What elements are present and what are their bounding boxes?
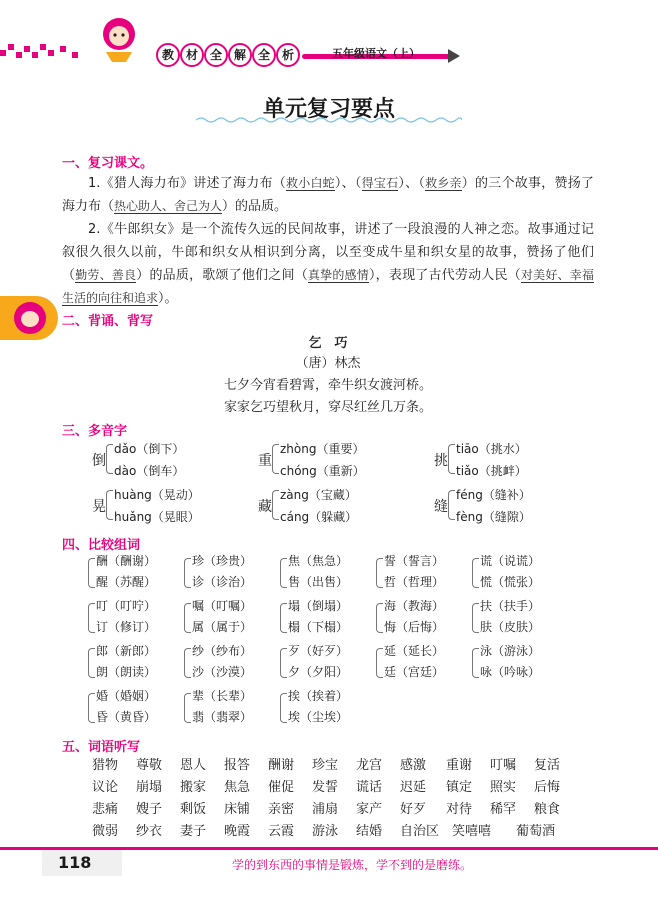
polyphone-grid: [0, 438, 658, 534]
compare-word: 酬（酬谢）: [96, 554, 157, 568]
compare-word: 订（修订）: [96, 620, 157, 634]
paragraph-2: 2.《牛郎织女》是一个流传久远的民间故事，讲述了一段浪漫的人神之恋。故事通过记叙很久很久以前，牛郎和织女从相识到分离，以至变成牛星和织女星的故事，赞扬了他们（勤劳、善良）的品质，歌颂了他们之间（真挚的感情），表现了古代劳动人民（对美好、幸福生活的向往和追求）。: [62, 222, 594, 306]
header-char: 解: [228, 43, 252, 67]
dictation-word: 议论: [92, 780, 119, 795]
polyphone-reading: fèng（缝隙）: [456, 510, 531, 524]
compare-brace: [376, 648, 383, 678]
dictation-word: 笑嘻嘻: [452, 824, 492, 839]
grade-label: 五年级语文（上）: [332, 47, 420, 60]
compare-word: 郎（新郎）: [96, 644, 157, 658]
mascot-logo: [96, 14, 142, 64]
polyphone-reading: dào（倒车）: [114, 464, 185, 478]
polyphone-char: 挑: [434, 453, 448, 469]
dictation-word: 自治区: [400, 824, 440, 839]
dictation-word: 焦急: [224, 780, 251, 795]
paragraph-1: 1.《猎人海力布》讲述了海力布（救小白蛇）、（得宝石）、（救乡亲）的三个故事，赞扬了海力布（热心助人、舍己为人）的品质。: [62, 176, 594, 214]
compare-brace: [376, 558, 383, 588]
compare-word: 嘱（叮嘱）: [192, 599, 253, 613]
dictation-word: 尊敬: [136, 758, 163, 773]
dictation-word: 珍宝: [312, 758, 339, 773]
section-heading-review: 一、复习课文。: [62, 156, 154, 171]
dictation-word: 纱衣: [136, 824, 163, 839]
dictation-word: 游泳: [312, 824, 339, 839]
page-number: 118: [58, 853, 92, 872]
header-char: 析: [276, 43, 300, 67]
polyphone-char: 藏: [258, 499, 272, 515]
compare-brace: [280, 693, 287, 723]
compare-brace: [184, 693, 191, 723]
title-wave-decoration: [196, 116, 462, 124]
compare-word: 誓（誓言）: [384, 554, 445, 568]
compare-brace: [88, 558, 95, 588]
compare-brace: [280, 603, 287, 633]
dictation-word: 妻子: [180, 824, 207, 839]
dictation-word: 亲密: [268, 802, 295, 817]
dictation-word: 迟延: [400, 780, 427, 795]
compare-word: 昏（黄昏）: [96, 710, 157, 724]
dictation-word: 后悔: [534, 780, 561, 795]
compare-word: 廷（宫廷）: [384, 665, 445, 679]
poem-title: 乞 巧: [308, 336, 348, 351]
compare-word: 塌（倒塌）: [288, 599, 349, 613]
compare-brace: [280, 648, 287, 678]
polyphone-reading: cáng（躲藏）: [280, 510, 358, 524]
mascot-face-icon: [14, 302, 46, 334]
compare-word: 叮（叮咛）: [96, 599, 157, 613]
dictation-word: 猎物: [92, 758, 119, 773]
compare-word: 泳（游泳）: [480, 644, 541, 658]
dictation-word: 崩塌: [136, 780, 163, 795]
compare-word: 挨（挨着）: [288, 689, 349, 703]
dictation-word: 复活: [534, 758, 561, 773]
compare-brace: [184, 648, 191, 678]
compare-word: 朗（朗读）: [96, 665, 157, 679]
dictation-word: 镇定: [446, 780, 473, 795]
compare-word: 夕（夕阳）: [288, 665, 349, 679]
compare-word: 延（延长）: [384, 644, 445, 658]
compare-word: 售（出售）: [288, 575, 349, 589]
polyphone-reading: zàng（宝藏）: [280, 488, 357, 502]
dictation-word: 酬谢: [268, 758, 295, 773]
compare-brace: [88, 648, 95, 678]
poem-line: 七夕今宵看碧霄，牵牛织女渡河桥。: [223, 378, 432, 393]
dictation-word: 微弱: [92, 824, 119, 839]
compare-word: 焦（焦急）: [288, 554, 349, 568]
polyphone-reading: dǎo（倒下）: [114, 442, 185, 456]
dictation-word: 龙宫: [356, 758, 383, 773]
header-char: 材: [180, 43, 204, 67]
compare-word: 榻（下榻）: [288, 620, 349, 634]
dictation-word: 家产: [356, 802, 383, 817]
dictation-words-grid: [0, 754, 658, 842]
header-char: 全: [252, 43, 276, 67]
polyphone-reading: féng（缝补）: [456, 488, 531, 502]
compare-brace: [88, 603, 95, 633]
dictation-word: 葡萄酒: [516, 824, 556, 839]
dictation-word: 晚霞: [224, 824, 251, 839]
dictation-word: 照实: [490, 780, 517, 795]
dictation-word: 催促: [268, 780, 295, 795]
dictation-word: 搬家: [180, 780, 207, 795]
compare-word: 肤（皮肤）: [480, 620, 541, 634]
compare-word: 慌（慌张）: [480, 575, 541, 589]
dictation-word: 结婚: [356, 824, 383, 839]
pencil-tip-decoration: [448, 49, 460, 63]
dictation-word: 报答: [224, 758, 251, 773]
compare-brace: [88, 693, 95, 723]
polyphone-reading: zhòng（重要）: [280, 442, 365, 456]
page-title: 单元复习要点: [262, 97, 395, 122]
compare-word: 属（属于）: [192, 620, 253, 634]
dictation-word: 恩人: [180, 758, 207, 773]
poem-author: （唐）林杰: [295, 356, 361, 371]
compare-brace: [184, 603, 191, 633]
compare-brace: [184, 558, 191, 588]
header-char: 教: [156, 43, 180, 67]
dictation-word: 对待: [446, 802, 473, 817]
poem-line: 家家乞巧望秋月，穿尽红丝几万条。: [223, 400, 432, 415]
dictation-word: 感激: [400, 758, 427, 773]
compare-word: 埃（尘埃）: [288, 710, 349, 724]
dictation-word: 好歹: [400, 802, 427, 817]
compare-word: 海（教海）: [384, 599, 445, 613]
dictation-word: 剩饭: [180, 802, 207, 817]
compare-brace: [376, 603, 383, 633]
polyphone-char: 倒: [92, 453, 106, 469]
compare-word: 纱（纱布）: [192, 644, 253, 658]
dictation-word: 稀罕: [490, 802, 517, 817]
compare-word: 翡（翡翠）: [192, 710, 253, 724]
compare-word: 辈（长辈）: [192, 689, 253, 703]
compare-word: 哲（哲理）: [384, 575, 445, 589]
section-heading-compare: 四、比较组词: [62, 538, 141, 553]
dictation-word: 床铺: [224, 802, 251, 817]
compare-brace: [280, 558, 287, 588]
dictation-word: 重谢: [446, 758, 473, 773]
compare-word: 醒（苏醒）: [96, 575, 157, 589]
polyphone-char: 重: [258, 453, 272, 469]
dictation-word: 嫂子: [136, 802, 163, 817]
compare-words-grid: [0, 552, 658, 732]
compare-word: 谎（说谎）: [480, 554, 541, 568]
section-heading-dictation: 五、词语听写: [62, 740, 141, 755]
polyphone-reading: tiǎo（挑衅）: [456, 464, 527, 478]
footer-motto: 学的到东西的事情是锻炼，学不到的是磨练。: [232, 858, 473, 872]
dictation-word: 谎话: [356, 780, 383, 795]
compare-brace: [472, 648, 479, 678]
dictation-word: 云霞: [268, 824, 295, 839]
compare-brace: [472, 558, 479, 588]
dictation-word: 粮食: [534, 802, 561, 817]
compare-word: 珍（珍贵）: [192, 554, 253, 568]
polyphone-char: 晃: [92, 499, 106, 515]
header-char: 全: [204, 43, 228, 67]
dictation-word: 浦扇: [312, 802, 339, 817]
compare-word: 诊（诊治）: [192, 575, 253, 589]
polyphone-reading: tiāo（挑水）: [456, 442, 527, 456]
dictation-word: 发誓: [312, 780, 339, 795]
compare-word: 婚（婚姻）: [96, 689, 157, 703]
compare-word: 咏（吟咏）: [480, 665, 541, 679]
compare-word: 沙（沙漠）: [192, 665, 253, 679]
dictation-word: 悲痛: [92, 802, 119, 817]
compare-word: 扶（扶手）: [480, 599, 541, 613]
polyphone-reading: huàng（晃动）: [114, 488, 200, 502]
section-heading-polyphones: 三、多音字: [62, 424, 128, 439]
polyphone-reading: huǎng（晃眼）: [114, 510, 200, 524]
compare-word: 歹（好歹）: [288, 644, 349, 658]
compare-word: 悔（后悔）: [384, 620, 445, 634]
dictation-word: 叮嘱: [490, 758, 517, 773]
polyphone-char: 缝: [434, 499, 448, 515]
compare-brace: [472, 603, 479, 633]
section-heading-recite: 二、背诵、背写: [62, 314, 154, 329]
polyphone-reading: chóng（重新）: [280, 464, 365, 478]
